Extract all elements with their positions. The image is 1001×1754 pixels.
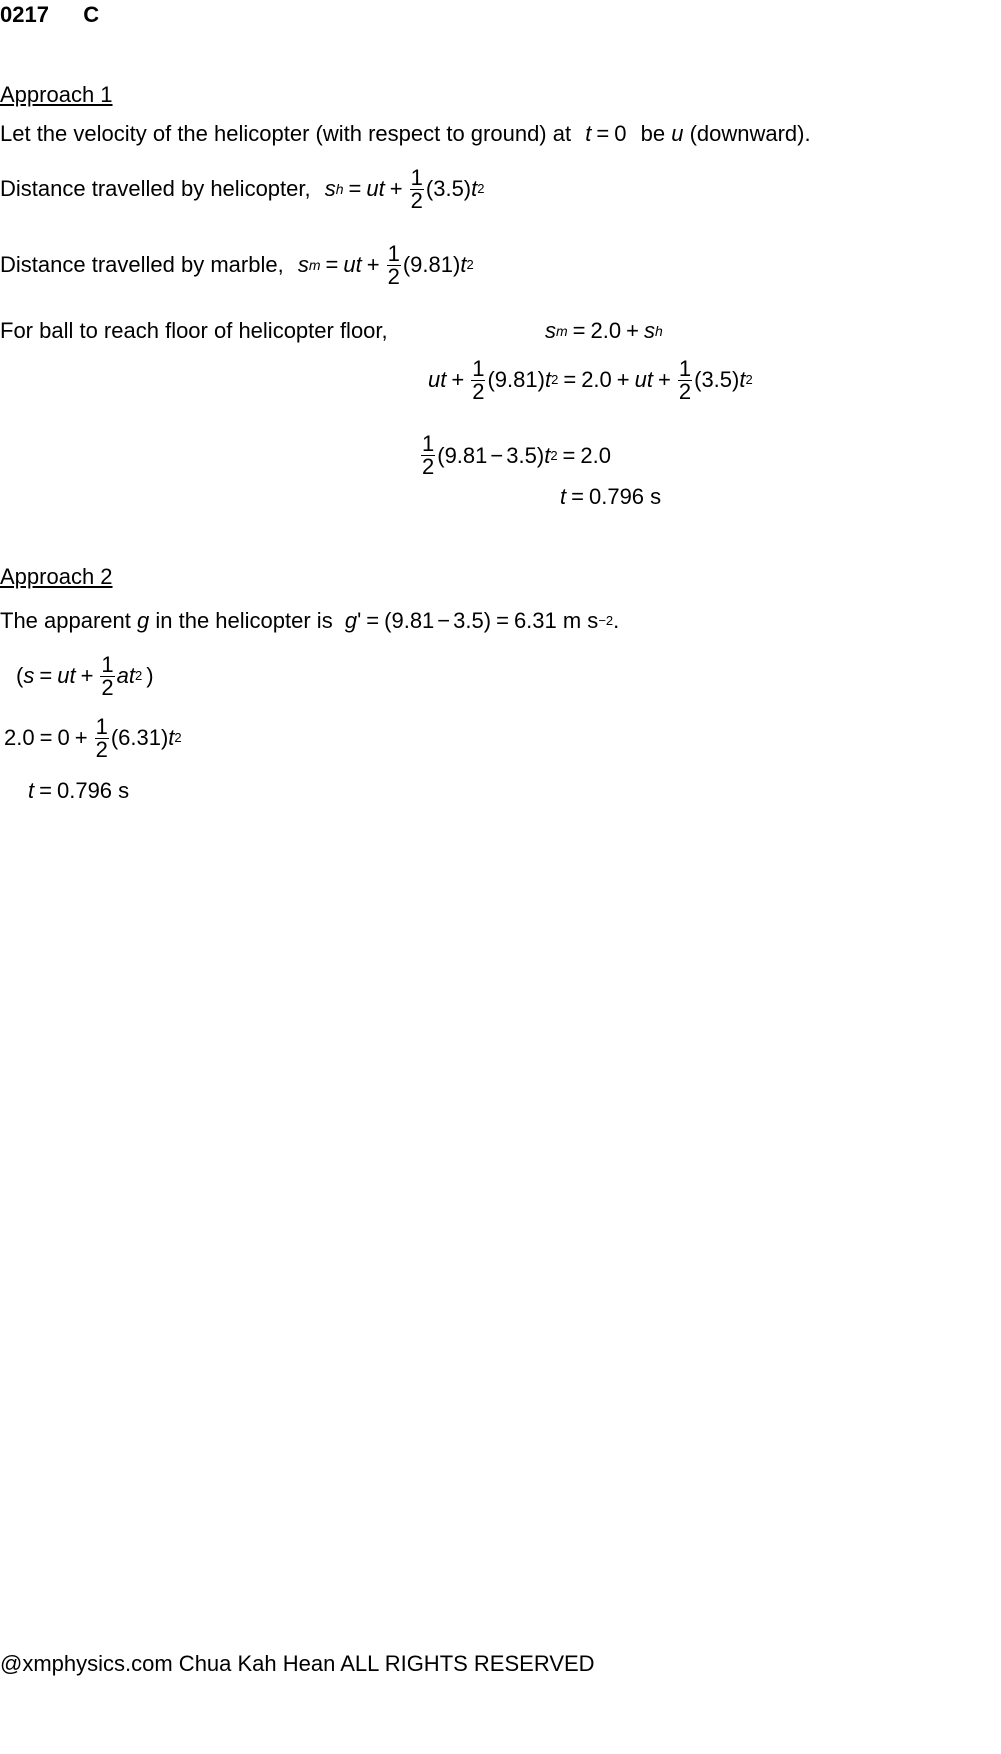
approach1-result: t = 0.796 s	[560, 484, 662, 509]
fraction-half: $\frac{1}{2}$	[410, 164, 423, 213]
marble-distance-line: Distance travelled by marble, s m = u t + $\frac{1}{2}$ (9.81) t 2	[0, 240, 474, 289]
helicopter-distance-line: Distance travelled by helicopter, s h = u t + $\frac{1}{2}$ (3.5) t 2	[0, 164, 485, 213]
approach2-intro: The apparent g in the helicopter is g ' = (9.81 − 3.5) = 6.31 m s −2 .	[0, 608, 620, 633]
approach2-result: t = 0.796 s	[28, 778, 130, 803]
answer-letter: C	[83, 2, 100, 27]
reach-floor-equation: s m = 2.0 + s h	[545, 318, 663, 343]
helicopter-distance-equation: s h = u t + $\frac{1}{2}$ (3.5) t 2	[324, 164, 485, 213]
equation-line-3: $\frac{1}{2}$ (9.81 − 3.5) t 2 = 2.0	[422, 431, 611, 479]
reach-floor-label: For ball to reach floor of helicopter floor,	[0, 318, 388, 343]
question-id: 0217	[0, 2, 49, 27]
approach1-heading: Approach 1	[0, 82, 113, 107]
equation-line-2: u t + $\frac{1}{2}$ (9.81) t 2 = 2.0 + u t + $\frac{1}{2}$ (3.5) t 2	[428, 355, 753, 404]
copyright-footer: @xmphysics.com Chua Kah Hean ALL RIGHTS RESERVED	[0, 1651, 595, 1676]
fraction-half: $\frac{1}{2}$	[387, 240, 400, 289]
kinematics-formula: ( s = u t + $\frac{1}{2}$ a t 2 )	[16, 651, 154, 700]
substitution-line: 2.0 = 0 + $\frac{1}{2}$ (6.31) t 2	[4, 713, 182, 762]
question-number	[0, 2, 99, 28]
approach2-heading: Approach 2	[0, 564, 113, 589]
marble-distance-equation: s m = u t + $\frac{1}{2}$ (9.81) t 2	[297, 240, 474, 289]
approach1-intro: Let the velocity of the helicopter (with respect to ground) at t = 0 be u (downward).	[0, 121, 811, 146]
